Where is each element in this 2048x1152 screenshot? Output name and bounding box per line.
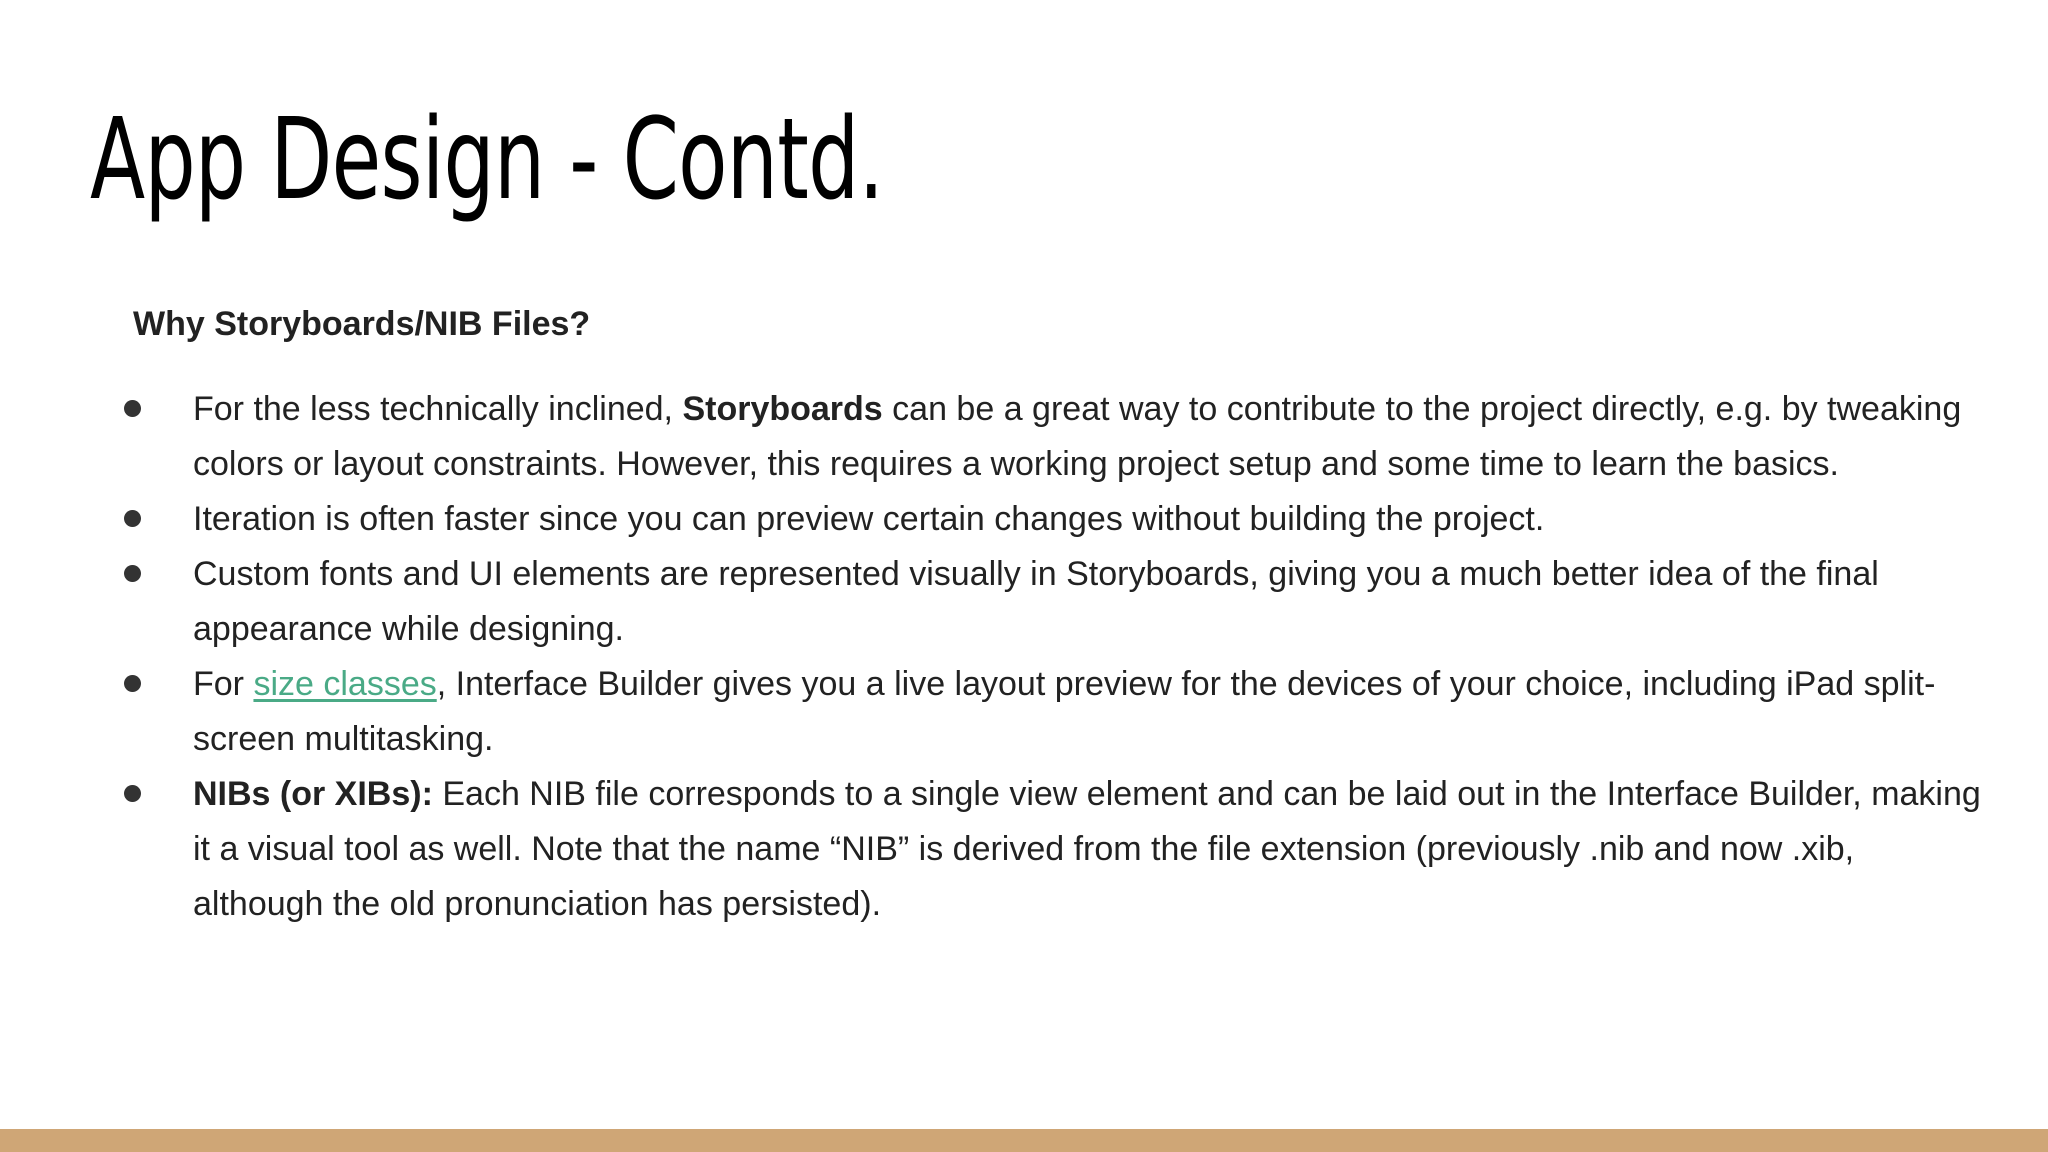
slide-title: App Design - Contd. <box>90 95 884 225</box>
bullet-dot-icon <box>124 785 141 802</box>
bullet-item-storyboards <box>0 382 2048 492</box>
bullet-text-part: For the less technically inclined, <box>193 390 683 428</box>
bullet-item-custom-fonts <box>0 547 2048 657</box>
bullet-text-part: For <box>193 665 254 703</box>
bullet-item-nibs <box>0 767 2048 932</box>
bullet-bold-term: NIBs (or XIBs): <box>193 775 433 813</box>
bullet-bold-term: Storyboards <box>682 390 883 428</box>
bullet-text-part: can be a great way to contribute to the project directly, e.g. by tweaking colors or layout constraints. However, this requires a working project setup and some time to learn the basics. <box>193 390 1962 483</box>
bullet-text <box>193 767 1988 932</box>
bullet-list <box>0 382 2048 932</box>
size-classes-link[interactable]: size classes <box>253 665 437 703</box>
bullet-text-part: Each NIB file corresponds to a single view element and can be laid out in the Interface Builder, making it a visual tool as well. Note that the name “NIB” is derived from the file extension (previously .nib and now .xib, although the old pronunciation has persisted). <box>193 775 1981 923</box>
bullet-text <box>193 657 1988 767</box>
bullet-text <box>193 382 1988 492</box>
footer-bar <box>0 1129 2048 1152</box>
subheading: Why Storyboards/NIB Files? <box>133 305 591 343</box>
bullet-dot-icon <box>124 400 141 417</box>
bullet-dot-icon <box>124 675 141 692</box>
bullet-text: Iteration is often faster since you can preview certain changes without building the project. <box>193 500 1545 538</box>
bullet-item-iteration <box>0 492 2048 547</box>
bullet-dot-icon <box>124 565 141 582</box>
bullet-text-part: , Interface Builder gives you a live layout preview for the devices of your choice, including iPad split-screen multitasking. <box>193 665 1936 758</box>
bullet-dot-icon <box>124 510 141 527</box>
bullet-text: Custom fonts and UI elements are represented visually in Storyboards, giving you a much better idea of the final appearance while designing. <box>193 555 1879 648</box>
bullet-item-size-classes <box>0 657 2048 767</box>
